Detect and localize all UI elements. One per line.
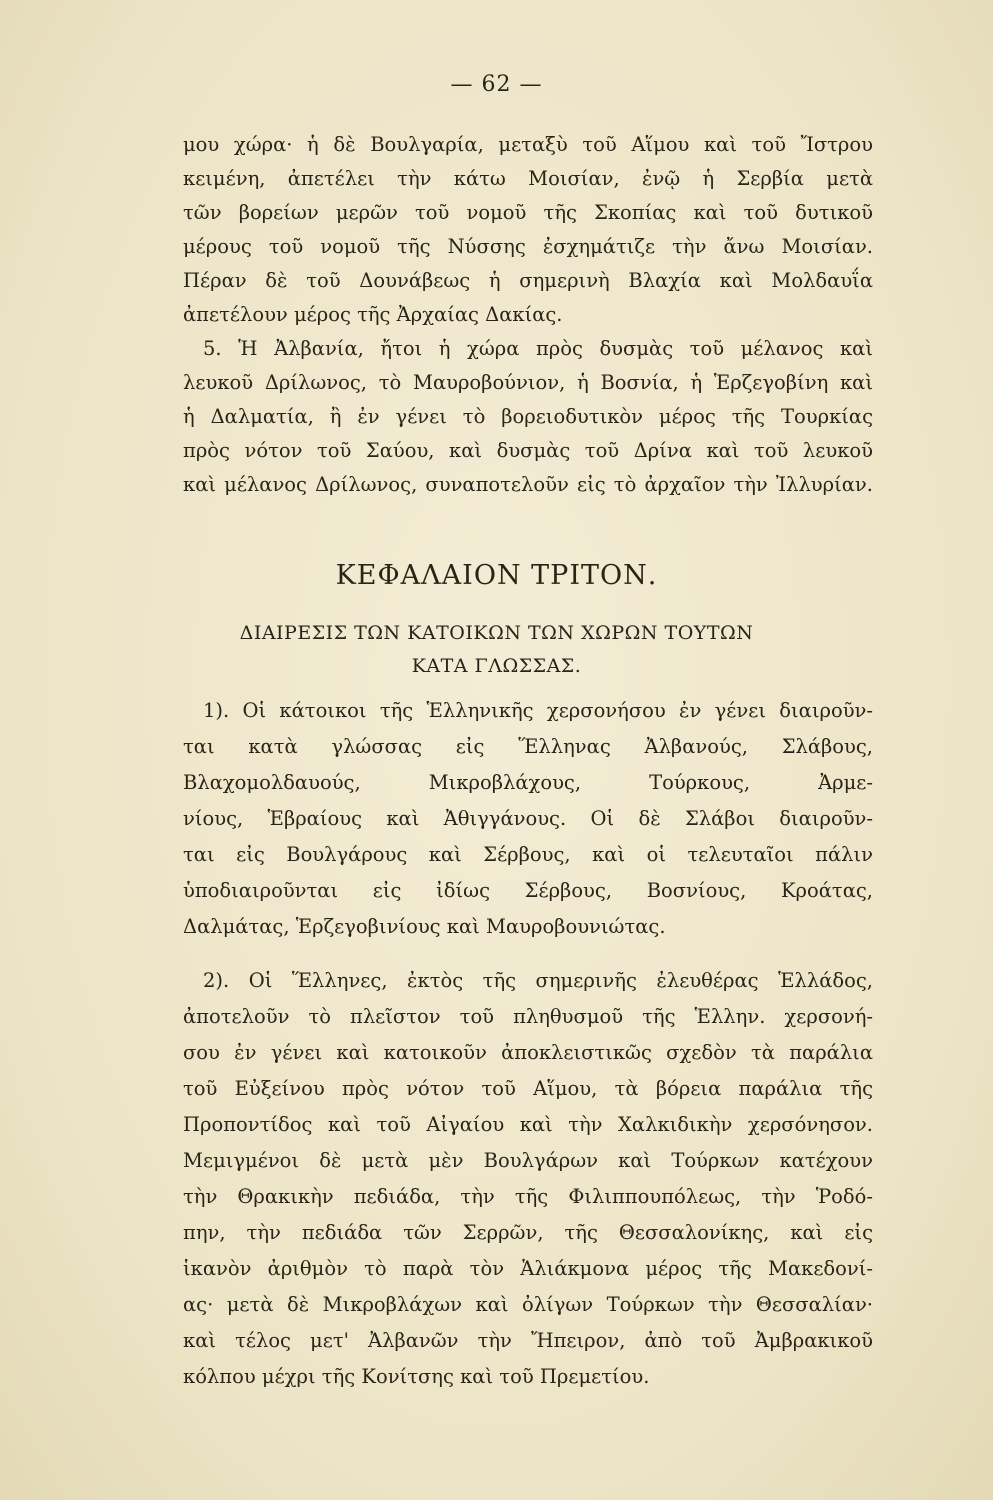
text-line: ας· μετὰ δὲ Μικροβλάχων καὶ ὀλίγων Τούρκων τὴν Θεσσαλίαν· <box>183 1293 873 1316</box>
text-line: Μεμιγμένοι δὲ μετὰ μὲν Βουλγάρων καὶ Τούρκων κατέχουν <box>183 1149 873 1172</box>
text-line: μέρους τοῦ νομοῦ τῆς Νύσσης ἐσχημάτιζε τὴν ἄνω Μοισίαν. <box>183 235 873 258</box>
text-line: ἱκανὸν ἀριθμὸν τὸ παρὰ τὸν Ἁλιάκμονα μέρος τῆς Μακεδονί- <box>183 1257 873 1280</box>
text-line: πην, τὴν πεδιάδα τῶν Σερρῶν, τῆς Θεσσαλονίκης, καὶ εἰς <box>183 1221 873 1244</box>
page-number: — 62 — <box>450 72 543 97</box>
text-line: τῶν βορείων μερῶν τοῦ νομοῦ τῆς Σκοπίας καὶ τοῦ δυτικοῦ <box>183 201 873 224</box>
text-block-top <box>183 128 873 502</box>
text-line: 1). Οἱ κάτοικοι τῆς Ἑλληνικῆς χερσονήσου ἐν γένει διαιροῦν- <box>203 699 873 722</box>
text-line: ἀπετέλουν μέρος τῆς Ἀρχαίας Δακίας. <box>183 303 563 326</box>
text-line: ται εἰς Βουλγάρους καὶ Σέρβους, καὶ οἱ τελευταῖοι πάλιν <box>183 843 873 866</box>
text-line: λευκοῦ Δρίλωνος, τὸ Μαυροβούνιον, ἡ Βοσνία, ἡ Ἑρζεγοβίνη καὶ <box>183 371 873 394</box>
text-line: πρὸς νότον τοῦ Σαύου, καὶ δυσμὰς τοῦ Δρίνα καὶ τοῦ λευκοῦ <box>183 439 873 462</box>
section-1 <box>183 693 873 945</box>
text-line: μου χώρα· ἡ δὲ Βουλγαρία, μεταξὺ τοῦ Αἵμου καὶ τοῦ Ἴστρου <box>183 133 873 156</box>
chapter-subtitle-line-1: ΔΙΑΙΡΕΣΙΣ ΤΩΝ ΚΑΤΟΙΚΩΝ ΤΩΝ ΧΩΡΩΝ ΤΟΥΤΩΝ <box>239 622 754 644</box>
text-line: τοῦ Εὐξείνου πρὸς νότον τοῦ Αἵμου, τὰ βόρεια παράλια τῆς <box>183 1077 873 1100</box>
text-line: ἀποτελοῦν τὸ πλεῖστον τοῦ πληθυσμοῦ τῆς Ἑλλην. χερσονή- <box>183 1005 873 1028</box>
chapter-title: ΚΕΦΑΛΑΙΟΝ ΤΡΙΤΟΝ. <box>335 560 658 591</box>
text-line: κειμένη, ἀπετέλει τὴν κάτω Μοισίαν, ἐνῷ ἡ Σερβία μετὰ <box>183 167 873 190</box>
text-line: τὴν Θρακικὴν πεδιάδα, τὴν τῆς Φιλιππουπόλεως, τὴν Ῥοδό- <box>183 1185 873 1208</box>
text-line: Δαλμάτας, Ἑρζεγοβινίους καὶ Μαυροβουνιώτας. <box>183 915 666 938</box>
chapter-subtitle-line-2: ΚΑΤΑ ΓΛΩΣΣΑΣ. <box>411 655 582 677</box>
text-line: ται κατὰ γλώσσας εἰς Ἕλληνας Ἀλβανούς, Σλάβους, <box>183 735 873 758</box>
text-line: κόλπου μέχρι τῆς Κονίτσης καὶ τοῦ Πρεμετίου. <box>183 1365 650 1388</box>
text-line: ὑποδιαιροῦνται εἰς ἰδίως Σέρβους, Βοσνίους, Κροάτας, <box>183 879 873 902</box>
text-line: 2). Οἱ Ἕλληνες, ἐκτὸς τῆς σημερινῆς ἐλευθέρας Ἑλλάδος, <box>203 969 873 992</box>
text-line: Βλαχομολδαυούς, Μικροβλάχους, Τούρκους, Ἀρμε- <box>183 771 873 794</box>
text-line: 5. Ἡ Ἀλβανία, ἤτοι ἡ χώρα πρὸς δυσμὰς τοῦ μέλανος καὶ <box>203 337 873 360</box>
text-line: καὶ τέλος μετ' Ἀλβανῶν τὴν Ἤπειρον, ἀπὸ τοῦ Ἀμβρακικοῦ <box>183 1329 873 1352</box>
text-line: καὶ μέλανος Δρίλωνος, συναποτελοῦν εἰς τὸ ἀρχαῖον τὴν Ἰλλυρίαν. <box>183 473 873 496</box>
text-line: νίους, Ἑβραίους καὶ Ἀθιγγάνους. Οἱ δὲ Σλάβοι διαιροῦν- <box>183 807 873 830</box>
text-line: ἡ Δαλματία, ἢ ἐν γένει τὸ βορειοδυτικὸν μέρος τῆς Τουρκίας <box>183 405 873 428</box>
text-line: σου ἐν γένει καὶ κατοικοῦν ἀποκλειστικῶς σχεδὸν τὰ παράλια <box>183 1041 873 1064</box>
text-line: Πέραν δὲ τοῦ Δουνάβεως ἡ σημερινὴ Βλαχία καὶ Μολδαυΐα <box>183 269 873 292</box>
section-2 <box>183 963 873 1395</box>
text-line: Προποντίδος καὶ τοῦ Αἰγαίου καὶ τὴν Χαλκιδικὴν χερσόνησον. <box>183 1113 873 1136</box>
